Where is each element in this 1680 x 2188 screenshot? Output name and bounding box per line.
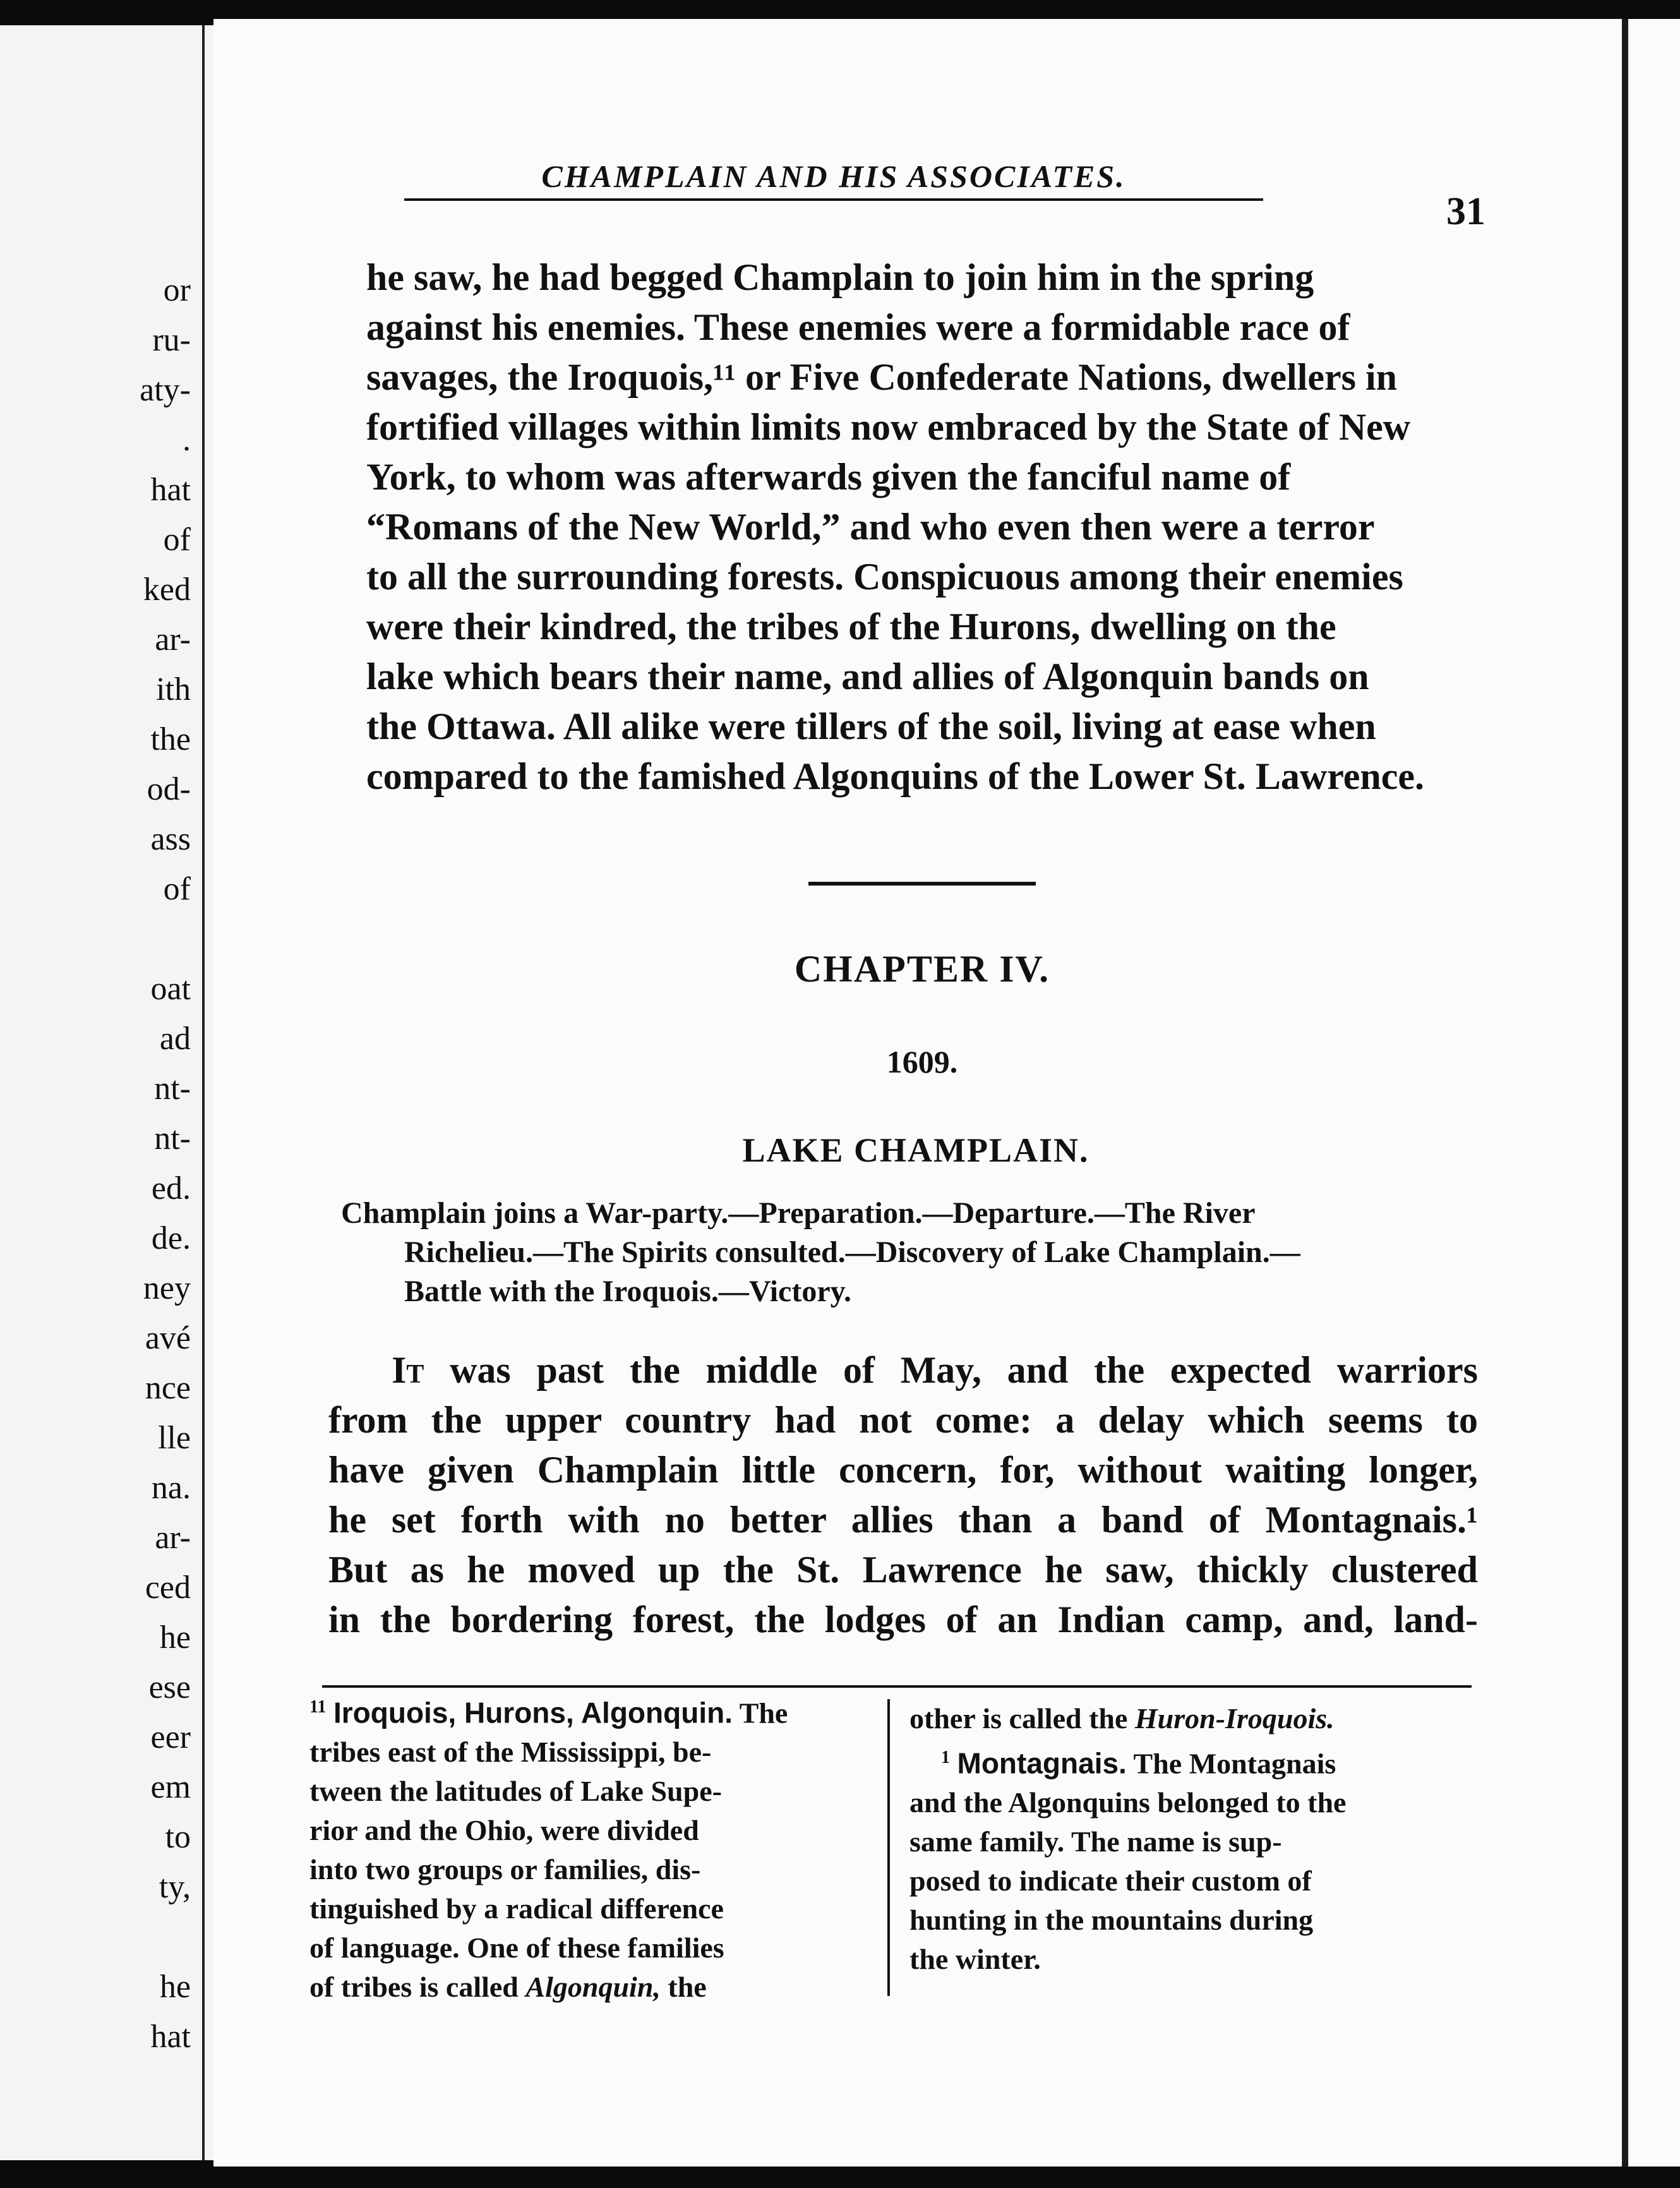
footnote-line: tween the latitudes of Lake Supe- — [309, 1775, 722, 1808]
left-fragment: ney — [143, 1270, 191, 1306]
left-fragment: ru- — [152, 322, 191, 358]
synopsis-line: Battle with the Iroquois.—Victory. — [404, 1275, 851, 1308]
left-fragment: na. — [151, 1470, 191, 1506]
section-divider — [808, 882, 1036, 886]
opening-line-text: was past the middle of May, and the expected warriors — [424, 1349, 1478, 1391]
left-fragment: or — [163, 272, 191, 308]
footnote-line: same family. The name is sup- — [909, 1825, 1282, 1858]
left-fragment: oat — [150, 971, 191, 1007]
footnote-text: the — [660, 1971, 707, 2004]
body-line: lake which bears their name, and allies of Algonquin bands on — [366, 656, 1369, 697]
left-fragment: ad — [159, 1021, 191, 1057]
body-line: to all the surrounding forests. Conspicuous among their enemies — [366, 556, 1403, 598]
body-paragraph — [366, 253, 1516, 802]
left-fragment: hat — [150, 472, 191, 508]
left-fragment: od- — [147, 771, 191, 807]
footnote-italic: Algonquin, — [525, 1971, 661, 2004]
synopsis-line: Champlain joins a War-party.—Preparation.—Departure.—The River — [341, 1196, 1256, 1230]
left-fragment: he — [159, 1969, 191, 2005]
left-fragment: ed. — [151, 1170, 191, 1206]
footnote-text: The Montagnais — [1126, 1747, 1336, 1780]
opening-line: from the upper country had not come: a delay which seems to — [328, 1399, 1478, 1441]
left-fragment: the — [150, 721, 191, 757]
left-fragment: ked — [143, 572, 191, 608]
footnote-line: of language. One of these families — [309, 1932, 724, 1964]
left-fragment: to — [165, 1819, 191, 1855]
chapter-year: 1609. — [886, 1044, 958, 1079]
left-fragment: . — [183, 422, 191, 458]
page-edge — [1622, 19, 1628, 2167]
footnote-italic: Huron-Iroquois. — [1134, 1702, 1335, 1734]
opening-line: he set forth with no better allies than a band of Montagnais.¹ — [328, 1499, 1478, 1541]
left-fragment: aty- — [140, 372, 191, 408]
footnote-line: tribes east of the Mississippi, be- — [309, 1736, 712, 1769]
left-fragment: hat — [150, 2019, 191, 2055]
opening-line: have given Champlain little concern, for, without waiting longer, — [328, 1449, 1478, 1491]
left-fragment: nce — [145, 1370, 191, 1406]
footnote-line: and the Algonquins belonged to the — [909, 1786, 1347, 1819]
footnote-line: into two groups or families, dis- — [309, 1853, 701, 1886]
left-fragment: of — [163, 871, 191, 907]
left-fragment: de. — [151, 1220, 191, 1256]
footnote-line: hunting in the mountains during — [909, 1904, 1314, 1937]
footnote-1 — [909, 1699, 1478, 1979]
left-fragment: ass — [150, 821, 191, 857]
body-line: savages, the Iroquois,¹¹ or Five Confederate Nations, dwellers in — [366, 356, 1398, 398]
left-fragment: em — [150, 1769, 191, 1805]
left-fragment: lle — [158, 1420, 191, 1456]
footnote-marker: 1 — [941, 1748, 950, 1767]
chapter-synopsis — [341, 1194, 1491, 1311]
footnote-heading: Iroquois, Hurons, Algonquin. — [333, 1696, 733, 1729]
footnote-line — [309, 1688, 872, 1733]
footnote-heading: Montagnais. — [957, 1746, 1127, 1780]
left-fragment: ty, — [159, 1869, 191, 1905]
body-line: York, to whom was afterwards given the fanciful name of — [366, 456, 1291, 498]
body-line: he saw, he had begged Champlain to join him in the spring — [366, 256, 1314, 298]
left-fragment: nt- — [154, 1071, 191, 1107]
footnote-line: the winter. — [909, 1943, 1041, 1976]
left-fragment: ar- — [155, 1520, 191, 1556]
drop-word: It — [392, 1349, 424, 1391]
synopsis-line: Richelieu.—The Spirits consulted.—Discovery of Lake Champlain.— — [404, 1235, 1300, 1269]
left-fragment — [64, 1912, 191, 1962]
footnote-text: other is called the — [909, 1702, 1135, 1734]
body-line: compared to the famished Algonquins of the Lower St. Lawrence. — [366, 755, 1425, 797]
footnote-11 — [309, 1688, 872, 2007]
running-head: CHAMPLAIN AND HIS ASSOCIATES. — [404, 158, 1263, 201]
footnote-line: rior and the Ohio, were divided — [309, 1814, 699, 1847]
body-line: “Romans of the New World,” and who even then were a terror — [366, 506, 1375, 548]
body-line: were their kindred, the tribes of the Hurons, dwelling on the — [366, 606, 1336, 647]
left-fragment: of — [163, 522, 191, 558]
opening-line — [328, 1345, 1478, 1395]
left-fragment: avé — [145, 1320, 191, 1356]
footnote-marker: 11 — [309, 1697, 327, 1717]
footnote-line — [909, 1738, 1478, 1783]
left-fragment: ar- — [155, 622, 191, 658]
footnote-line: tinguished by a radical difference — [309, 1892, 724, 1925]
footnote-text: of tribes is called — [309, 1971, 526, 2004]
left-page-text-fragments — [64, 265, 191, 2062]
left-fragment: ced — [145, 1570, 191, 1606]
left-fragment — [64, 914, 191, 964]
footnote-line — [909, 1699, 1478, 1738]
left-fragment: ese — [148, 1669, 191, 1705]
chapter-subject: LAKE CHAMPLAIN. — [742, 1131, 1089, 1169]
left-fragment: he — [159, 1620, 191, 1656]
left-page — [0, 25, 202, 2160]
opening-line: But as he moved up the St. Lawrence he saw, thickly clustered — [328, 1549, 1478, 1590]
footnote-line — [309, 1968, 872, 2007]
opening-line: in the bordering forest, the lodges of an Indian camp, and, land- — [328, 1599, 1478, 1640]
body-line: fortified villages within limits now embraced by the State of New — [366, 406, 1411, 448]
opening-paragraph — [328, 1345, 1478, 1645]
footnote-line: posed to indicate their custom of — [909, 1865, 1312, 1897]
scan-border — [0, 2167, 1680, 2188]
left-fragment: nt- — [154, 1121, 191, 1157]
left-fragment: ith — [156, 671, 191, 707]
body-line: against his enemies. These enemies were a formidable race of — [366, 306, 1350, 348]
footnote-column-divider — [887, 1699, 890, 1996]
footnote-text: The — [732, 1697, 788, 1729]
chapter-title: CHAPTER IV. — [794, 948, 1050, 990]
page-number: 31 — [1446, 190, 1485, 233]
body-line: the Ottawa. All alike were tillers of the soil, living at ease when — [366, 706, 1376, 747]
left-fragment: eer — [150, 1719, 191, 1755]
